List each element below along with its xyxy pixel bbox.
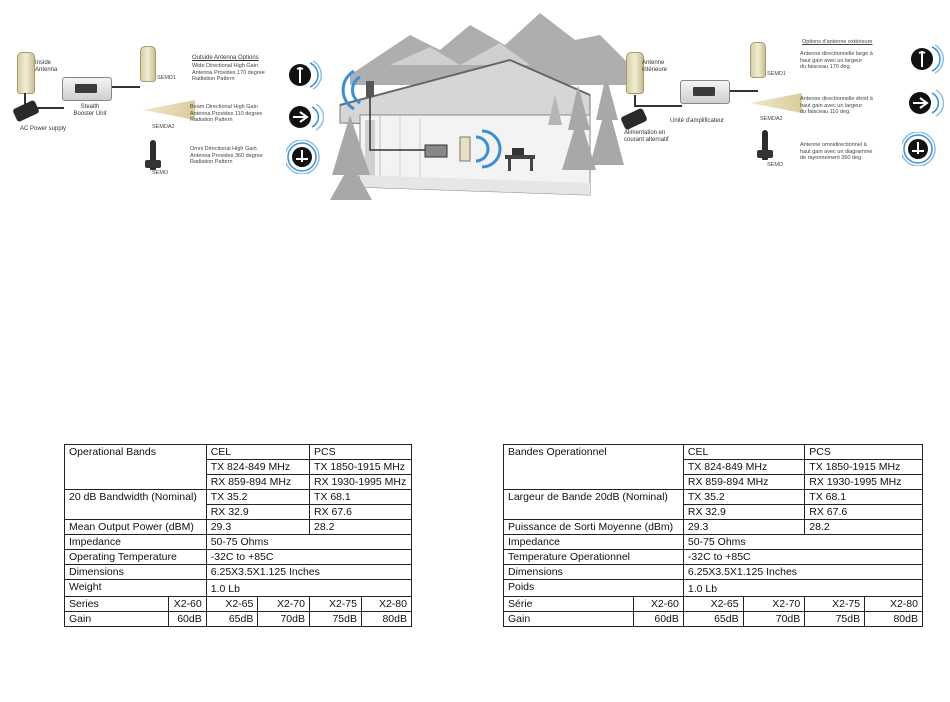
right-diagram <box>620 0 950 185</box>
series-model: X2-75 <box>310 597 362 612</box>
booster-unit-photo <box>62 77 112 101</box>
mean-output-pcs: 28.2 <box>805 520 923 535</box>
impedance-label: Impedance <box>65 535 207 550</box>
bw-pcs-tx: TX 68.1 <box>805 490 923 505</box>
gain-value: 75dB <box>310 612 362 627</box>
semd1-antenna-photo <box>750 42 766 78</box>
bw-pcs-tx: TX 68.1 <box>310 490 412 505</box>
semo-antenna-base <box>757 150 773 158</box>
cel-rx-band: RX 859-894 MHz <box>206 475 309 490</box>
pcs-rx-band: RX 1930-1995 MHz <box>805 475 923 490</box>
dimensions-value: 6.25X3.5X1.125 Inches <box>206 565 411 580</box>
semd1-description: Antenne directionnelle large à haut gain avec un largeur du faisceau 170 deg. <box>800 51 873 70</box>
semo-code: SEMO <box>767 162 784 168</box>
series-model: X2-60 <box>168 597 206 612</box>
beam-pattern-icon <box>908 88 944 118</box>
pcs-header: PCS <box>805 445 923 460</box>
gain-value: 75dB <box>805 612 865 627</box>
outside-antenna-options-title: Outside Antenna Options <box>192 55 259 61</box>
inside-antenna-label: Inside Antenna <box>35 60 58 73</box>
series-model: X2-70 <box>258 597 310 612</box>
series-label: Series <box>65 597 169 612</box>
semo-antenna-base <box>145 160 161 168</box>
mean-output-cel: 29.3 <box>206 520 309 535</box>
power-supply-photo <box>620 108 648 131</box>
mean-output-label: Mean Output Power (dBM) <box>65 520 207 535</box>
omni-pattern-icon <box>902 132 942 166</box>
bw-pcs-rx: RX 67.6 <box>805 505 923 520</box>
power-supply-label: Alimentation en courant alternatif <box>624 130 669 143</box>
operational-bands-label: Operational Bands <box>65 445 207 490</box>
bw-pcs-rx: RX 67.6 <box>310 505 412 520</box>
gain-label: Gain <box>65 612 169 627</box>
gain-value: 65dB <box>206 612 258 627</box>
semd1-antenna-photo <box>140 46 156 82</box>
semda2-antenna-photo <box>750 93 802 113</box>
cel-rx-band: RX 859-894 MHz <box>683 475 804 490</box>
beam-pattern-icon <box>288 102 324 132</box>
dimensions-label: Dimensions <box>504 565 684 580</box>
cel-header: CEL <box>206 445 309 460</box>
series-model: X2-80 <box>361 597 411 612</box>
semd1-code: SEMD1 <box>157 75 176 81</box>
mean-output-cel: 29.3 <box>683 520 804 535</box>
op-temp-label: Temperature Operationnel <box>504 550 684 565</box>
house-illustration <box>330 5 630 200</box>
gain-value: 70dB <box>258 612 310 627</box>
booster-unit-photo <box>680 80 730 104</box>
op-temp-value: -32C to +85C <box>683 550 922 565</box>
gain-value: 60dB <box>168 612 206 627</box>
weight-value: 1.0 Lb <box>206 580 411 597</box>
weight-label: Poids <box>504 580 684 597</box>
mean-output-pcs: 28.2 <box>310 520 412 535</box>
gain-value: 65dB <box>683 612 743 627</box>
wide-pattern-icon <box>288 60 324 90</box>
spec-table-french <box>503 444 923 627</box>
dimensions-value: 6.25X3.5X1.125 Inches <box>683 565 922 580</box>
mean-output-label: Puissance de Sorti Moyenne (dBm) <box>504 520 684 535</box>
power-supply-label: AC Power supply <box>20 126 67 132</box>
cable <box>634 95 682 107</box>
op-temp-label: Operating Temperature <box>65 550 207 565</box>
cel-header: CEL <box>683 445 804 460</box>
semda2-code: SEMDA2 <box>152 124 175 130</box>
impedance-value: 50-75 Ohms <box>683 535 922 550</box>
tree <box>590 75 624 165</box>
gain-value: 80dB <box>865 612 923 627</box>
gain-value: 70dB <box>743 612 805 627</box>
inside-antenna-photo <box>17 52 35 94</box>
semda2-description: Antenne directionnelle étroit à haut gain avec un largeur du faisceau 110 deg. <box>800 96 873 115</box>
bw-cel-rx: RX 32.9 <box>206 505 309 520</box>
op-temp-value: -32C to +85C <box>206 550 411 565</box>
series-model: X2-70 <box>743 597 805 612</box>
semd1-description: Wide Directional High Gain Antenna Provides 170 degree Radiation Pattern <box>192 63 265 82</box>
semd1-code: SEMD1 <box>767 71 786 77</box>
semo-code: SEMO <box>152 170 169 176</box>
pcs-header: PCS <box>310 445 412 460</box>
series-model: X2-65 <box>683 597 743 612</box>
semo-description: Antenne omnidirectionnel à haut gain avec un diagramme de rayonnement 360 deg. <box>800 142 873 161</box>
bandwidth-label: 20 dB Bandwidth (Nominal) <box>65 490 207 520</box>
house-booster <box>425 145 447 157</box>
impedance-value: 50-75 Ohms <box>206 535 411 550</box>
left-diagram <box>0 0 330 185</box>
omni-pattern-icon <box>286 140 326 174</box>
weight-value: 1.0 Lb <box>683 580 922 597</box>
semda2-description: Beam Directional High Gain Antenna Provides 110 degree Radiation Pattern <box>190 104 263 123</box>
pcs-tx-band: TX 1850-1915 MHz <box>805 460 923 475</box>
cel-tx-band: TX 824-849 MHz <box>206 460 309 475</box>
weight-label: Weight <box>65 580 207 597</box>
cable <box>730 90 758 92</box>
spec-table-english <box>64 444 412 627</box>
bw-cel-rx: RX 32.9 <box>683 505 804 520</box>
gain-value: 60dB <box>633 612 683 627</box>
semda2-code: SEMDA2 <box>760 116 783 122</box>
power-supply-photo <box>12 100 40 123</box>
semda2-antenna-photo <box>143 100 195 120</box>
bw-cel-tx: TX 35.2 <box>206 490 309 505</box>
gain-value: 80dB <box>361 612 411 627</box>
series-model: X2-60 <box>633 597 683 612</box>
semo-description: Omni Directional High Gain Antenna Provides 360 degree Radiation Pattern <box>190 146 263 165</box>
outside-antenna-options-title: Options d'antenne extérieure <box>802 39 873 45</box>
cel-tx-band: TX 824-849 MHz <box>683 460 804 475</box>
inside-antenna-label: Antenne intérieure <box>642 60 668 73</box>
booster-unit-label: Stealth Booster Unit <box>73 104 107 117</box>
pcs-rx-band: RX 1930-1995 MHz <box>310 475 412 490</box>
pcs-tx-band: TX 1850-1915 MHz <box>310 460 412 475</box>
booster-unit-label: Unité d'amplificateur <box>670 118 725 124</box>
operational-bands-label: Bandes Operationnel <box>504 445 684 490</box>
wide-pattern-icon <box>910 44 946 74</box>
gain-label: Gain <box>504 612 634 627</box>
bw-cel-tx: TX 35.2 <box>683 490 804 505</box>
bandwidth-label: Largeur de Bande 20dB (Nominal) <box>504 490 684 520</box>
series-label: Série <box>504 597 634 612</box>
series-model: X2-65 <box>206 597 258 612</box>
impedance-label: Impedance <box>504 535 684 550</box>
dimensions-label: Dimensions <box>65 565 207 580</box>
series-model: X2-80 <box>865 597 923 612</box>
series-model: X2-75 <box>805 597 865 612</box>
